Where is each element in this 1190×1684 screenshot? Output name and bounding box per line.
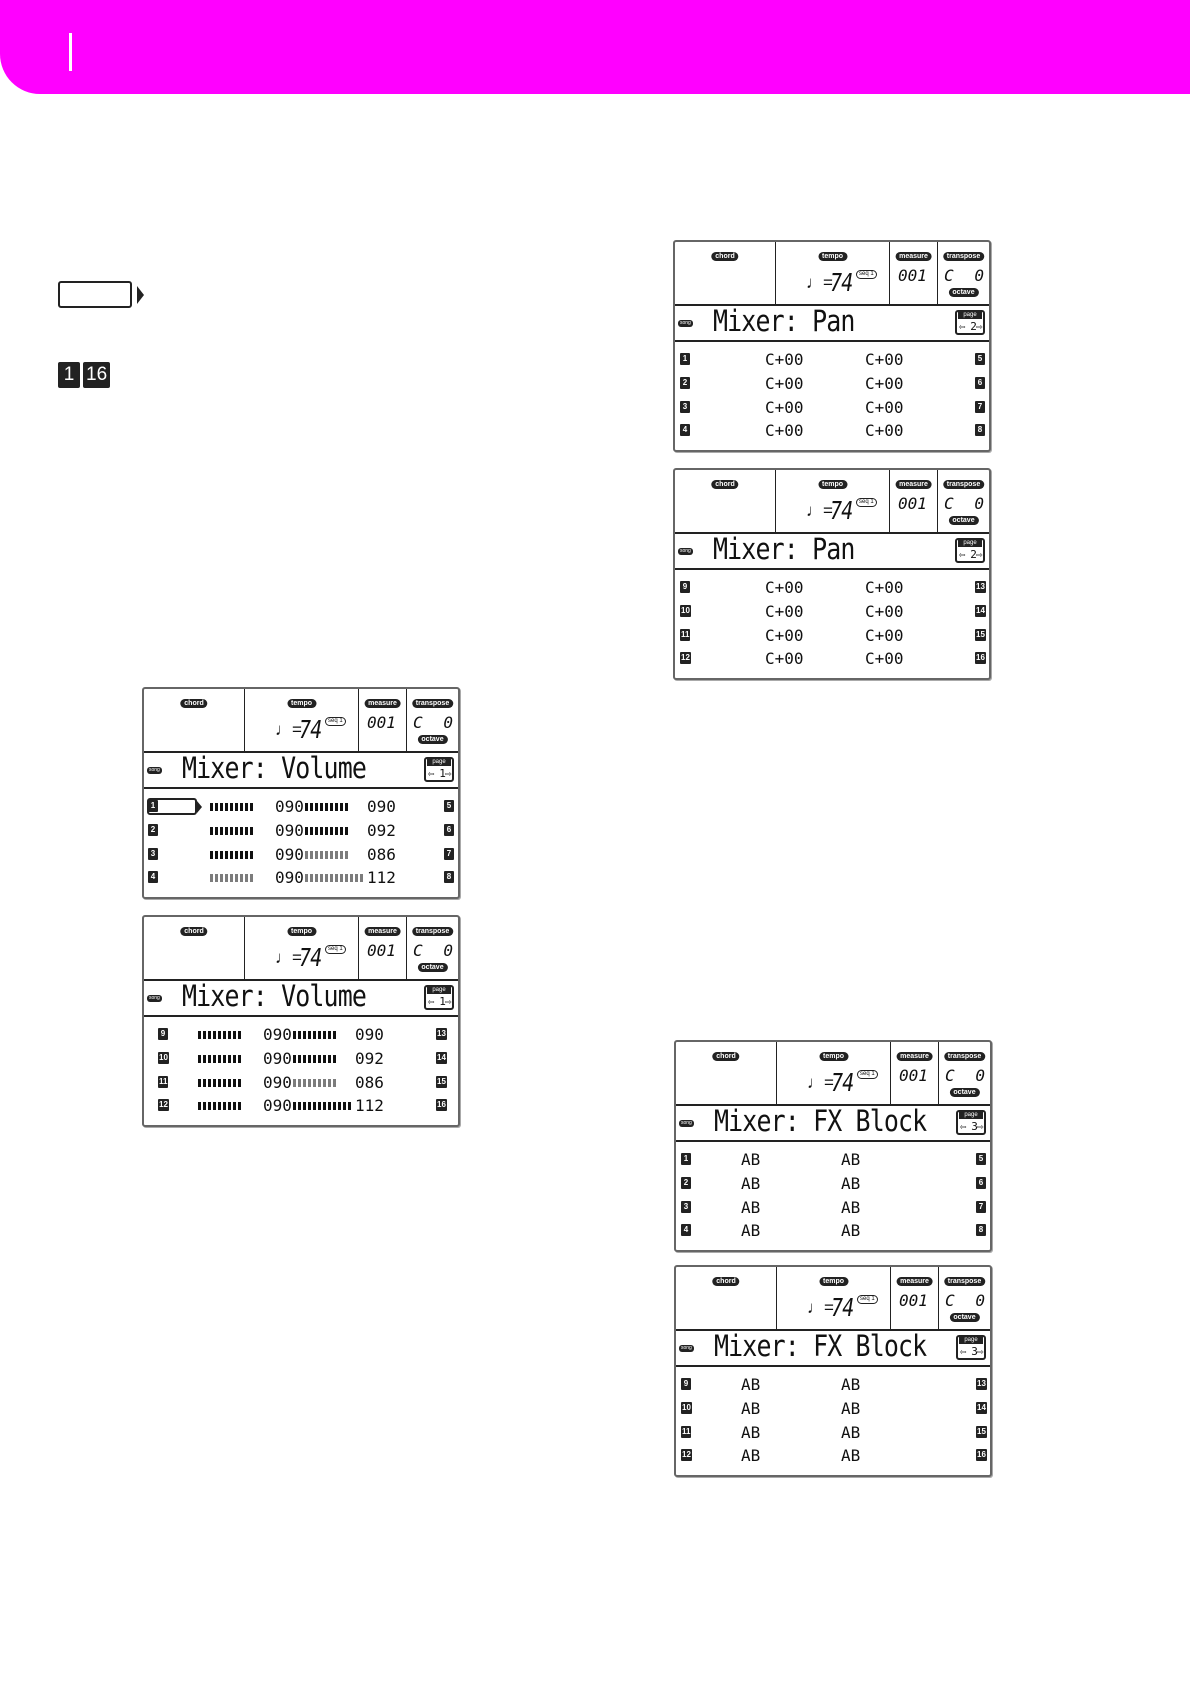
- volume-bar-left: [198, 1102, 242, 1110]
- volume-bar-right: [293, 1079, 337, 1087]
- track-row[interactable]: [675, 374, 989, 396]
- chord-area: [675, 470, 776, 532]
- measure-value: 001: [898, 266, 927, 285]
- chord-label: chord: [180, 699, 207, 708]
- chord-label: chord: [712, 1052, 739, 1061]
- tempo-area: [777, 1267, 891, 1329]
- track-number-right: 7: [976, 1201, 986, 1213]
- lcd-title-bar: [144, 981, 458, 1017]
- track-number-left: 3: [681, 1201, 691, 1213]
- tempo-area: [776, 470, 890, 532]
- lcd-screen-fx2: [674, 1265, 992, 1477]
- track-value-left[interactable]: 090: [263, 1073, 292, 1092]
- page-title: Mixer: Pan: [713, 304, 855, 338]
- page-indicator[interactable]: [955, 538, 985, 563]
- track-number-left: 9: [158, 1028, 168, 1040]
- track-number-left: 3: [680, 401, 690, 413]
- tempo-label: tempo: [287, 927, 316, 936]
- track-value-left[interactable]: C+00: [765, 398, 804, 417]
- track-value-left[interactable]: 090: [263, 1049, 292, 1068]
- track-number-right: 16: [437, 1100, 446, 1109]
- track-value-right[interactable]: 112: [355, 1096, 384, 1115]
- track-number-left: 2: [681, 1177, 691, 1189]
- transpose-value: [945, 1066, 985, 1085]
- measure-label: measure: [895, 252, 932, 261]
- track-number-right: 14: [437, 1053, 446, 1062]
- volume-bar-right: [305, 827, 349, 835]
- tempo-value: 74: [299, 715, 322, 744]
- header-divider: [69, 33, 72, 71]
- track-value-right[interactable]: C+00: [865, 350, 904, 369]
- quarter-note-icon: ♩=: [275, 720, 302, 739]
- volume-bar-left: [210, 827, 254, 835]
- track-row[interactable]: [144, 868, 458, 890]
- measure-label: measure: [896, 1052, 933, 1061]
- measure-area: [359, 689, 407, 751]
- track-value-right[interactable]: 092: [367, 821, 396, 840]
- track-number-right: 16: [976, 653, 985, 662]
- track-number-right: 15: [976, 630, 985, 639]
- track-row[interactable]: [144, 1073, 458, 1095]
- track-number-left: 1: [680, 353, 690, 365]
- page-number: ⇦ 2⇨: [959, 320, 982, 333]
- page-indicator[interactable]: [424, 757, 454, 782]
- volume-bar-right: [293, 1055, 337, 1063]
- selection-arrow-icon: [137, 286, 144, 304]
- lcd-status-bar: [676, 1042, 990, 1106]
- track-number-left: 10: [159, 1053, 168, 1062]
- lcd-title-bar: [675, 306, 989, 342]
- transpose-amount: 0: [443, 713, 453, 732]
- volume-bar-left: [198, 1031, 242, 1039]
- tempo-area: [245, 917, 359, 979]
- volume-bar-left: [198, 1079, 242, 1087]
- track-number-right: 7: [444, 848, 454, 860]
- track-row[interactable]: [675, 421, 989, 443]
- track-value-left[interactable]: AB: [741, 1423, 761, 1442]
- page-indicator[interactable]: [424, 985, 454, 1010]
- track-row[interactable]: [144, 821, 458, 843]
- track-value-right[interactable]: AB: [841, 1446, 861, 1465]
- tempo-label: tempo: [287, 699, 316, 708]
- track-number-left: 9: [681, 1378, 691, 1390]
- page-indicator[interactable]: [956, 1335, 986, 1360]
- transpose-value: [413, 713, 453, 732]
- track-value-right[interactable]: C+00: [865, 626, 904, 645]
- chord-area: [676, 1267, 777, 1329]
- track-value-left[interactable]: C+00: [765, 626, 804, 645]
- page-label: page: [958, 540, 982, 547]
- transpose-amount: 0: [975, 1066, 985, 1085]
- lcd-screen-pan1: [673, 240, 991, 452]
- track-number-left: 11: [159, 1077, 168, 1086]
- measure-label: measure: [364, 927, 401, 936]
- tempo-label: tempo: [818, 252, 847, 261]
- song-mode-label: song: [680, 320, 691, 326]
- track-value-right[interactable]: AB: [841, 1423, 861, 1442]
- track-value-left[interactable]: 090: [263, 1096, 292, 1115]
- track-number-right: 8: [975, 424, 985, 436]
- track-value-right[interactable]: 086: [355, 1073, 384, 1092]
- transpose-label: transpose: [943, 252, 984, 261]
- transpose-amount: 0: [974, 266, 984, 285]
- page-title: Mixer: FX Block: [714, 1329, 927, 1363]
- track-number-left: 10: [681, 606, 690, 615]
- tempo-value: 74: [830, 268, 853, 297]
- track-value-right[interactable]: C+00: [865, 602, 904, 621]
- song-mode-label: song: [149, 767, 160, 773]
- track-value-right[interactable]: 092: [355, 1049, 384, 1068]
- tempo-label: tempo: [818, 480, 847, 489]
- tempo-value: 74: [299, 943, 322, 972]
- track-number-left: 12: [159, 1100, 168, 1109]
- track-value-right[interactable]: C+00: [865, 398, 904, 417]
- measure-value: 001: [899, 1291, 928, 1310]
- transpose-label: transpose: [412, 699, 453, 708]
- track-number-right: 14: [977, 1403, 986, 1412]
- octave-label: octave: [417, 963, 447, 972]
- track-value-right[interactable]: AB: [841, 1221, 861, 1240]
- track-value-left[interactable]: 090: [275, 797, 304, 816]
- track-value-left[interactable]: 090: [275, 821, 304, 840]
- song-mode-label: song: [681, 1345, 692, 1351]
- measure-value: 001: [899, 1066, 928, 1085]
- transpose-key: C: [944, 494, 954, 513]
- track-row[interactable]: [675, 602, 989, 624]
- volume-bar-right: [305, 803, 349, 811]
- track-row[interactable]: [676, 1174, 990, 1196]
- track-badge-first: 1: [58, 362, 80, 388]
- measure-label: measure: [896, 1277, 933, 1286]
- seq-indicator: seq 1: [856, 270, 877, 279]
- track-number-left: 10: [682, 1403, 691, 1412]
- track-badge-last: 16: [83, 362, 110, 388]
- octave-label: octave: [949, 1313, 979, 1322]
- track-value-right[interactable]: AB: [841, 1399, 861, 1418]
- track-row[interactable]: [676, 1399, 990, 1421]
- track-number-left: 2: [680, 377, 690, 389]
- quarter-note-icon: ♩=: [807, 1298, 834, 1317]
- tempo-value: 74: [831, 1293, 854, 1322]
- transpose-area: [939, 1042, 990, 1104]
- track-row[interactable]: [676, 1221, 990, 1243]
- track-rows: [144, 1017, 458, 1125]
- track-row[interactable]: [676, 1446, 990, 1468]
- page-title: Mixer: Pan: [713, 532, 855, 566]
- track-row[interactable]: [675, 626, 989, 648]
- tempo-area: [776, 242, 890, 304]
- track-number-badges: [58, 362, 110, 388]
- tempo-label: tempo: [819, 1052, 848, 1061]
- transpose-key: C: [413, 941, 423, 960]
- lcd-title-bar: [676, 1106, 990, 1142]
- song-mode-label: song: [680, 548, 691, 554]
- transpose-area: [407, 689, 458, 751]
- seq-indicator: seq 1: [325, 945, 346, 954]
- track-rows: [675, 342, 989, 450]
- track-number-right: 6: [975, 377, 985, 389]
- octave-label: octave: [948, 288, 978, 297]
- measure-value: 001: [367, 713, 396, 732]
- transpose-value: [413, 941, 453, 960]
- lcd-screen-vol2: [142, 915, 460, 1127]
- track-number-right: 13: [976, 582, 985, 591]
- measure-label: measure: [895, 480, 932, 489]
- page-header-band: [0, 0, 1190, 94]
- lcd-screen-pan2: [673, 468, 991, 680]
- octave-label: octave: [949, 1088, 979, 1097]
- track-row[interactable]: [676, 1150, 990, 1172]
- measure-area: [359, 917, 407, 979]
- transpose-area: [938, 470, 989, 532]
- transpose-value: [944, 266, 984, 285]
- track-value-right[interactable]: 090: [355, 1025, 384, 1044]
- seq-indicator: seq 1: [856, 498, 877, 507]
- volume-bar-left: [210, 803, 254, 811]
- track-number-right: 14: [976, 606, 985, 615]
- track-value-left[interactable]: AB: [741, 1221, 761, 1240]
- volume-bar-left: [210, 851, 254, 859]
- transpose-key: C: [944, 266, 954, 285]
- page-label: page: [958, 312, 982, 319]
- track-rows: [676, 1367, 990, 1475]
- selection-frame-symbol: [58, 281, 132, 308]
- track-value-left[interactable]: AB: [741, 1446, 761, 1465]
- page-indicator[interactable]: [956, 1110, 986, 1135]
- seq-indicator: seq 1: [857, 1295, 878, 1304]
- track-number-right: 6: [444, 824, 454, 836]
- track-row[interactable]: [675, 350, 989, 372]
- page-label: page: [959, 1112, 983, 1119]
- transpose-label: transpose: [412, 927, 453, 936]
- track-row[interactable]: [144, 1096, 458, 1118]
- page-number: ⇦ 2⇨: [959, 548, 982, 561]
- volume-bar-right: [293, 1031, 337, 1039]
- measure-label: measure: [364, 699, 401, 708]
- volume-bar-right: [305, 851, 349, 859]
- track-value-left[interactable]: AB: [741, 1399, 761, 1418]
- transpose-area: [938, 242, 989, 304]
- quarter-note-icon: ♩=: [807, 1073, 834, 1092]
- page-indicator[interactable]: [955, 310, 985, 335]
- track-row[interactable]: [144, 1025, 458, 1047]
- track-row[interactable]: [676, 1423, 990, 1445]
- track-row[interactable]: [144, 1049, 458, 1071]
- page-number: ⇦ 3⇨: [960, 1120, 983, 1133]
- lcd-title-bar: [676, 1331, 990, 1367]
- transpose-label: transpose: [944, 1277, 985, 1286]
- page-label: page: [959, 1337, 983, 1344]
- chord-area: [675, 242, 776, 304]
- quarter-note-icon: ♩=: [806, 273, 833, 292]
- volume-bar-left: [210, 874, 254, 882]
- page-number: ⇦ 1⇨: [428, 767, 451, 780]
- track-number-left: 2: [148, 824, 158, 836]
- track-number-right: 6: [976, 1177, 986, 1189]
- track-number-right: 13: [437, 1029, 446, 1038]
- volume-bar-right: [305, 874, 363, 882]
- track-row[interactable]: [675, 578, 989, 600]
- track-value-left[interactable]: C+00: [765, 421, 804, 440]
- song-mode-label: song: [149, 995, 160, 1001]
- track-value-left[interactable]: C+00: [765, 649, 804, 668]
- track-number-left: 4: [148, 871, 158, 883]
- track-number-left: 4: [681, 1224, 691, 1236]
- page-number: ⇦ 3⇨: [960, 1345, 983, 1358]
- tempo-label: tempo: [819, 1277, 848, 1286]
- track-value-left[interactable]: 090: [275, 845, 304, 864]
- tempo-value: 74: [831, 1068, 854, 1097]
- selection-arrow-icon: [197, 801, 202, 813]
- chord-label: chord: [711, 480, 738, 489]
- transpose-amount: 0: [974, 494, 984, 513]
- tempo-area: [777, 1042, 891, 1104]
- track-rows: [676, 1142, 990, 1250]
- track-value-right[interactable]: 090: [367, 797, 396, 816]
- track-number-left: 3: [148, 848, 158, 860]
- measure-value: 001: [367, 941, 396, 960]
- transpose-label: transpose: [944, 1052, 985, 1061]
- track-value-right[interactable]: C+00: [865, 374, 904, 393]
- page-label: page: [427, 759, 451, 766]
- measure-area: [890, 470, 938, 532]
- chord-area: [144, 917, 245, 979]
- track-number-right: 15: [437, 1077, 446, 1086]
- track-value-left[interactable]: C+00: [765, 602, 804, 621]
- track-number-right: 15: [977, 1427, 986, 1436]
- track-value-left[interactable]: 090: [263, 1025, 292, 1044]
- page-title: Mixer: Volume: [182, 751, 367, 785]
- track-row[interactable]: [675, 398, 989, 420]
- tempo-area: [245, 689, 359, 751]
- track-number-left: 9: [680, 581, 690, 593]
- transpose-amount: 0: [975, 1291, 985, 1310]
- lcd-status-bar: [144, 917, 458, 981]
- track-number-right: 5: [976, 1153, 986, 1165]
- track-value-left[interactable]: C+00: [765, 578, 804, 597]
- track-number-left: 1: [681, 1153, 691, 1165]
- track-value-right[interactable]: AB: [841, 1174, 861, 1193]
- measure-area: [891, 1267, 939, 1329]
- track-number-left: 11: [681, 630, 690, 639]
- track-row[interactable]: [676, 1375, 990, 1397]
- transpose-key: C: [945, 1066, 955, 1085]
- volume-bar-left: [198, 1055, 242, 1063]
- quarter-note-icon: ♩=: [275, 948, 302, 967]
- track-value-right[interactable]: C+00: [865, 578, 904, 597]
- lcd-status-bar: [144, 689, 458, 753]
- lcd-status-bar: [675, 470, 989, 534]
- track-value-left[interactable]: AB: [741, 1174, 761, 1193]
- page-title: Mixer: Volume: [182, 979, 367, 1013]
- chord-area: [144, 689, 245, 751]
- track-rows: [144, 789, 458, 897]
- octave-label: octave: [948, 516, 978, 525]
- measure-area: [890, 242, 938, 304]
- transpose-key: C: [945, 1291, 955, 1310]
- measure-area: [891, 1042, 939, 1104]
- track-value-right[interactable]: AB: [841, 1375, 861, 1394]
- track-value-left[interactable]: 090: [275, 868, 304, 887]
- measure-value: 001: [898, 494, 927, 513]
- transpose-key: C: [413, 713, 423, 732]
- track-value-right[interactable]: 112: [367, 868, 396, 887]
- lcd-title-bar: [675, 534, 989, 570]
- track-number-left: 12: [681, 653, 690, 662]
- track-value-left[interactable]: C+00: [765, 374, 804, 393]
- track-row[interactable]: [144, 797, 458, 819]
- lcd-screen-vol1: [142, 687, 460, 899]
- lcd-title-bar: [144, 753, 458, 789]
- track-rows: [675, 570, 989, 678]
- track-number-left: 4: [680, 424, 690, 436]
- page-number: ⇦ 1⇨: [428, 995, 451, 1008]
- volume-bar-right: [293, 1102, 351, 1110]
- chord-label: chord: [180, 927, 207, 936]
- track-value-right[interactable]: 086: [367, 845, 396, 864]
- track-number-left: 11: [682, 1427, 691, 1436]
- lcd-status-bar: [675, 242, 989, 306]
- octave-label: octave: [417, 735, 447, 744]
- track-number-right: 8: [444, 871, 454, 883]
- track-row[interactable]: [675, 649, 989, 671]
- page-title: Mixer: FX Block: [714, 1104, 927, 1138]
- transpose-amount: 0: [443, 941, 453, 960]
- track-row[interactable]: [676, 1198, 990, 1220]
- track-number-right: 13: [977, 1379, 986, 1388]
- track-number-right: 7: [975, 401, 985, 413]
- lcd-status-bar: [676, 1267, 990, 1331]
- track-row[interactable]: [144, 845, 458, 867]
- seq-indicator: seq 1: [325, 717, 346, 726]
- seq-indicator: seq 1: [857, 1070, 878, 1079]
- track-number-left: 12: [682, 1450, 691, 1459]
- track-value-left[interactable]: AB: [741, 1150, 761, 1169]
- track-number-right: 5: [975, 353, 985, 365]
- track-value-left[interactable]: C+00: [765, 350, 804, 369]
- track-value-right[interactable]: C+00: [865, 421, 904, 440]
- chord-label: chord: [712, 1277, 739, 1286]
- page-label: page: [427, 987, 451, 994]
- transpose-area: [939, 1267, 990, 1329]
- track-value-right[interactable]: AB: [841, 1150, 861, 1169]
- track-value-left[interactable]: AB: [741, 1198, 761, 1217]
- track-value-left[interactable]: AB: [741, 1375, 761, 1394]
- transpose-area: [407, 917, 458, 979]
- chord-label: chord: [711, 252, 738, 261]
- tempo-value: 74: [830, 496, 853, 525]
- transpose-label: transpose: [943, 480, 984, 489]
- track-number-left: 1: [148, 800, 158, 812]
- track-number-right: 5: [444, 800, 454, 812]
- track-value-right[interactable]: AB: [841, 1198, 861, 1217]
- song-mode-label: song: [681, 1120, 692, 1126]
- quarter-note-icon: ♩=: [806, 501, 833, 520]
- track-number-right: 8: [976, 1224, 986, 1236]
- transpose-value: [945, 1291, 985, 1310]
- lcd-screen-fx1: [674, 1040, 992, 1252]
- track-number-right: 16: [977, 1450, 986, 1459]
- transpose-value: [944, 494, 984, 513]
- track-value-right[interactable]: C+00: [865, 649, 904, 668]
- chord-area: [676, 1042, 777, 1104]
